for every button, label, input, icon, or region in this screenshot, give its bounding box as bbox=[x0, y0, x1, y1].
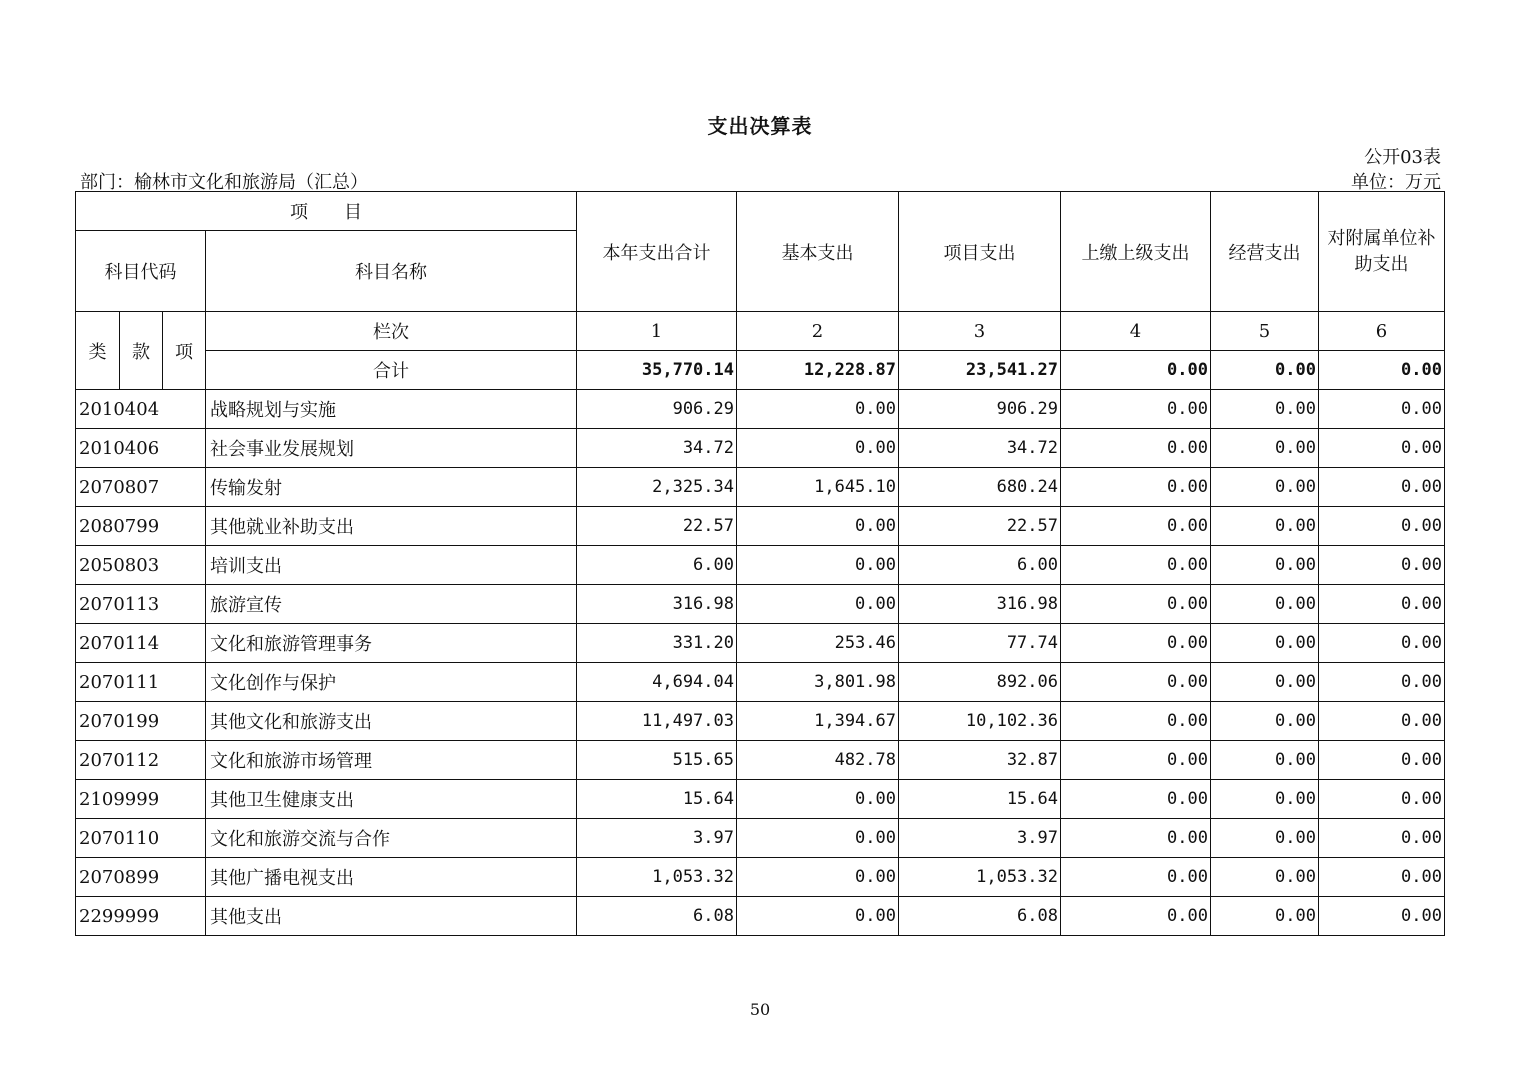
header-column-order: 栏次 bbox=[206, 312, 577, 351]
subject-name: 文化和旅游市场管理 bbox=[206, 741, 577, 780]
table-row bbox=[76, 390, 1445, 429]
subject-name: 文化和旅游交流与合作 bbox=[206, 819, 577, 858]
total-value: 35,770.14 bbox=[577, 351, 737, 390]
header-col-total: 本年支出合计 bbox=[577, 192, 737, 312]
amount-cell: 0.00 bbox=[1211, 663, 1319, 702]
amount-cell: 0.00 bbox=[1061, 663, 1211, 702]
amount-cell: 1,053.32 bbox=[899, 858, 1061, 897]
amount-cell: 0.00 bbox=[1061, 390, 1211, 429]
amount-cell: 4,694.04 bbox=[577, 663, 737, 702]
amount-cell: 3.97 bbox=[577, 819, 737, 858]
col-number: 2 bbox=[737, 312, 899, 351]
total-value: 23,541.27 bbox=[899, 351, 1061, 390]
amount-cell: 6.00 bbox=[577, 546, 737, 585]
amount-cell: 680.24 bbox=[899, 468, 1061, 507]
amount-cell: 0.00 bbox=[1211, 429, 1319, 468]
amount-cell: 0.00 bbox=[1319, 897, 1445, 936]
subject-name: 其他广播电视支出 bbox=[206, 858, 577, 897]
amount-cell: 0.00 bbox=[1061, 468, 1211, 507]
amount-cell: 0.00 bbox=[1211, 702, 1319, 741]
header-code: 科目代码 bbox=[76, 231, 206, 312]
subject-code: 2070807 bbox=[76, 468, 206, 507]
amount-cell: 2,325.34 bbox=[577, 468, 737, 507]
amount-cell: 0.00 bbox=[1061, 702, 1211, 741]
amount-cell: 0.00 bbox=[1061, 507, 1211, 546]
amount-cell: 0.00 bbox=[737, 585, 899, 624]
subject-code: 2299999 bbox=[76, 897, 206, 936]
amount-cell: 6.08 bbox=[899, 897, 1061, 936]
header-col-basic: 基本支出 bbox=[737, 192, 899, 312]
amount-cell: 1,394.67 bbox=[737, 702, 899, 741]
amount-cell: 0.00 bbox=[737, 507, 899, 546]
table-row bbox=[76, 507, 1445, 546]
amount-cell: 15.64 bbox=[899, 780, 1061, 819]
amount-cell: 0.00 bbox=[1211, 897, 1319, 936]
subject-name: 社会事业发展规划 bbox=[206, 429, 577, 468]
subject-name: 其他支出 bbox=[206, 897, 577, 936]
amount-cell: 6.00 bbox=[899, 546, 1061, 585]
header-section: 款 bbox=[120, 312, 163, 390]
amount-cell: 0.00 bbox=[737, 858, 899, 897]
amount-cell: 0.00 bbox=[1319, 819, 1445, 858]
amount-cell: 0.00 bbox=[1061, 741, 1211, 780]
department-label: 部门：榆林市文化和旅游局（汇总） bbox=[80, 172, 368, 193]
amount-cell: 1,645.10 bbox=[737, 468, 899, 507]
amount-cell: 331.20 bbox=[577, 624, 737, 663]
header-name: 科目名称 bbox=[206, 231, 577, 312]
amount-cell: 0.00 bbox=[1319, 624, 1445, 663]
subject-code: 2070199 bbox=[76, 702, 206, 741]
subject-code: 2109999 bbox=[76, 780, 206, 819]
header-row-1 bbox=[76, 192, 1445, 231]
header-class: 类 bbox=[76, 312, 120, 390]
subject-code: 2070899 bbox=[76, 858, 206, 897]
subject-name: 其他文化和旅游支出 bbox=[206, 702, 577, 741]
amount-cell: 0.00 bbox=[1211, 585, 1319, 624]
amount-cell: 0.00 bbox=[1061, 429, 1211, 468]
amount-cell: 0.00 bbox=[1319, 663, 1445, 702]
amount-cell: 0.00 bbox=[1211, 741, 1319, 780]
col-number: 5 bbox=[1211, 312, 1319, 351]
amount-cell: 0.00 bbox=[1319, 390, 1445, 429]
subject-code: 2070114 bbox=[76, 624, 206, 663]
table-row bbox=[76, 546, 1445, 585]
amount-cell: 0.00 bbox=[1211, 507, 1319, 546]
col-number: 6 bbox=[1319, 312, 1445, 351]
amount-cell: 0.00 bbox=[737, 429, 899, 468]
subject-code: 2070113 bbox=[76, 585, 206, 624]
amount-cell: 0.00 bbox=[1211, 780, 1319, 819]
subject-name: 其他卫生健康支出 bbox=[206, 780, 577, 819]
header-entry: 项 bbox=[163, 312, 206, 390]
total-row bbox=[76, 351, 1445, 390]
amount-cell: 515.65 bbox=[577, 741, 737, 780]
page-title: 支出决算表 bbox=[707, 114, 813, 138]
amount-cell: 3,801.98 bbox=[737, 663, 899, 702]
amount-cell: 0.00 bbox=[1061, 780, 1211, 819]
subject-name: 战略规划与实施 bbox=[206, 390, 577, 429]
table-row bbox=[76, 819, 1445, 858]
total-value: 0.00 bbox=[1319, 351, 1445, 390]
amount-cell: 0.00 bbox=[1319, 858, 1445, 897]
subject-name: 文化和旅游管理事务 bbox=[206, 624, 577, 663]
subject-code: 2080799 bbox=[76, 507, 206, 546]
amount-cell: 316.98 bbox=[577, 585, 737, 624]
amount-cell: 34.72 bbox=[577, 429, 737, 468]
subject-code: 2050803 bbox=[76, 546, 206, 585]
amount-cell: 0.00 bbox=[1211, 624, 1319, 663]
amount-cell: 0.00 bbox=[1319, 780, 1445, 819]
table-row bbox=[76, 429, 1445, 468]
subject-code: 2070111 bbox=[76, 663, 206, 702]
table-row bbox=[76, 624, 1445, 663]
subject-code: 2010406 bbox=[76, 429, 206, 468]
amount-cell: 0.00 bbox=[1061, 624, 1211, 663]
amount-cell: 22.57 bbox=[899, 507, 1061, 546]
total-label: 合计 bbox=[206, 351, 577, 390]
total-value: 0.00 bbox=[1211, 351, 1319, 390]
subject-name: 文化创作与保护 bbox=[206, 663, 577, 702]
amount-cell: 316.98 bbox=[899, 585, 1061, 624]
amount-cell: 0.00 bbox=[1211, 468, 1319, 507]
amount-cell: 11,497.03 bbox=[577, 702, 737, 741]
amount-cell: 3.97 bbox=[899, 819, 1061, 858]
col-number: 4 bbox=[1061, 312, 1211, 351]
col-number: 3 bbox=[899, 312, 1061, 351]
subject-name: 传输发射 bbox=[206, 468, 577, 507]
subject-code: 2010404 bbox=[76, 390, 206, 429]
header-col-subsidy: 对附属单位补助支出 bbox=[1319, 192, 1445, 312]
amount-cell: 0.00 bbox=[737, 897, 899, 936]
table-row bbox=[76, 663, 1445, 702]
amount-cell: 77.74 bbox=[899, 624, 1061, 663]
amount-cell: 6.08 bbox=[577, 897, 737, 936]
subject-name: 培训支出 bbox=[206, 546, 577, 585]
amount-cell: 0.00 bbox=[1061, 585, 1211, 624]
amount-cell: 0.00 bbox=[1319, 468, 1445, 507]
amount-cell: 892.06 bbox=[899, 663, 1061, 702]
amount-cell: 0.00 bbox=[1211, 390, 1319, 429]
table-row bbox=[76, 780, 1445, 819]
amount-cell: 15.64 bbox=[577, 780, 737, 819]
amount-cell: 906.29 bbox=[577, 390, 737, 429]
table-row bbox=[76, 741, 1445, 780]
unit-label: 单位：万元 bbox=[1351, 172, 1441, 193]
amount-cell: 0.00 bbox=[1319, 585, 1445, 624]
amount-cell: 0.00 bbox=[1319, 546, 1445, 585]
col-number: 1 bbox=[577, 312, 737, 351]
amount-cell: 0.00 bbox=[1061, 819, 1211, 858]
amount-cell: 0.00 bbox=[1319, 741, 1445, 780]
form-number: 公开03表 bbox=[1364, 147, 1441, 168]
amount-cell: 22.57 bbox=[577, 507, 737, 546]
amount-cell: 482.78 bbox=[737, 741, 899, 780]
amount-cell: 0.00 bbox=[1319, 702, 1445, 741]
amount-cell: 0.00 bbox=[1211, 858, 1319, 897]
total-value: 0.00 bbox=[1061, 351, 1211, 390]
amount-cell: 253.46 bbox=[737, 624, 899, 663]
amount-cell: 0.00 bbox=[737, 780, 899, 819]
header-col-business: 经营支出 bbox=[1211, 192, 1319, 312]
header-row-3 bbox=[76, 312, 1445, 351]
amount-cell: 0.00 bbox=[737, 390, 899, 429]
page-number: 50 bbox=[749, 1000, 771, 1019]
subject-name: 其他就业补助支出 bbox=[206, 507, 577, 546]
header-col-project: 项目支出 bbox=[899, 192, 1061, 312]
table-row bbox=[76, 858, 1445, 897]
total-value: 12,228.87 bbox=[737, 351, 899, 390]
amount-cell: 32.87 bbox=[899, 741, 1061, 780]
amount-cell: 0.00 bbox=[737, 546, 899, 585]
amount-cell: 0.00 bbox=[1319, 429, 1445, 468]
subject-code: 2070110 bbox=[76, 819, 206, 858]
amount-cell: 0.00 bbox=[1061, 897, 1211, 936]
amount-cell: 10,102.36 bbox=[899, 702, 1061, 741]
amount-cell: 0.00 bbox=[737, 819, 899, 858]
subject-code: 2070112 bbox=[76, 741, 206, 780]
table-row bbox=[76, 897, 1445, 936]
table-row bbox=[76, 468, 1445, 507]
amount-cell: 0.00 bbox=[1211, 819, 1319, 858]
subject-name: 旅游宣传 bbox=[206, 585, 577, 624]
amount-cell: 906.29 bbox=[899, 390, 1061, 429]
amount-cell: 1,053.32 bbox=[577, 858, 737, 897]
expenditure-table bbox=[75, 191, 1445, 936]
amount-cell: 0.00 bbox=[1061, 546, 1211, 585]
table-row bbox=[76, 585, 1445, 624]
amount-cell: 0.00 bbox=[1061, 858, 1211, 897]
table-row bbox=[76, 702, 1445, 741]
header-item: 项 目 bbox=[76, 192, 577, 231]
header-col-upper: 上缴上级支出 bbox=[1061, 192, 1211, 312]
amount-cell: 34.72 bbox=[899, 429, 1061, 468]
amount-cell: 0.00 bbox=[1319, 507, 1445, 546]
amount-cell: 0.00 bbox=[1211, 546, 1319, 585]
